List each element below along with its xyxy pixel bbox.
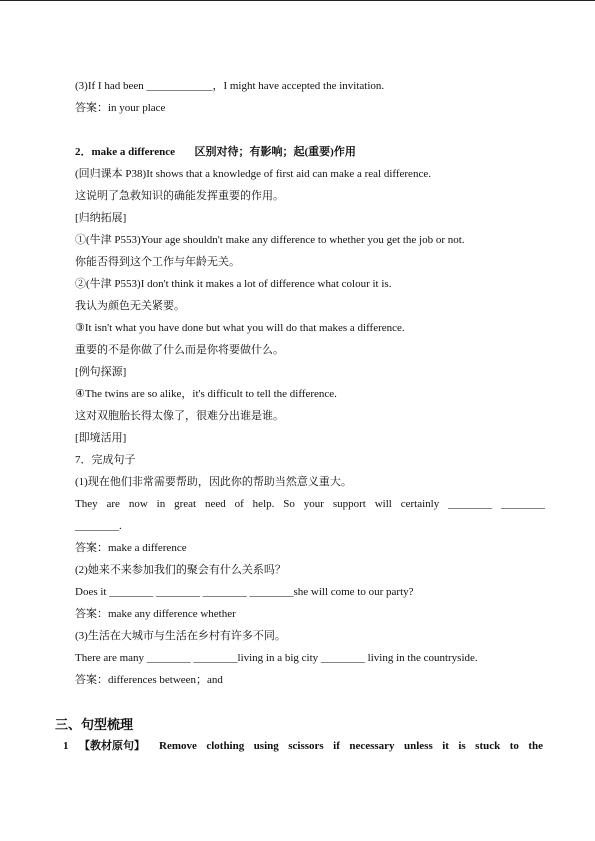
translation-line: 这对双胞胎长得太像了，很难分出谁是谁。 bbox=[75, 410, 284, 422]
exercise-line: They are now in great need of help. So your support will certainly ________ ________ bbox=[75, 498, 545, 510]
exercise-prompt: (2)她来不来参加我们的聚会有什么关系吗？ bbox=[75, 564, 286, 576]
translation-line: 这说明了急救知识的确能发挥重要的作用。 bbox=[75, 190, 284, 202]
answer-line: 答案：make a difference bbox=[75, 542, 187, 554]
textbook-original-item bbox=[63, 739, 543, 753]
translation-line: 我认为颜色无关紧要。 bbox=[75, 300, 185, 312]
exercise-prompt: (3)生活在大城市与生活在乡村有许多不同。 bbox=[75, 630, 286, 642]
example-sentence: ③It isn't what you have done but what you will do that makes a difference. bbox=[75, 322, 405, 334]
textbook-sentence: (回归课本 P38)It shows that a knowledge of first aid can make a real difference. bbox=[75, 168, 431, 180]
answer-line: 答案：differences between；and bbox=[75, 674, 223, 686]
phrase-number: 2．make a difference bbox=[75, 146, 175, 158]
exercise-line: (3)If I had been ____________，I might have accepted the invitation. bbox=[75, 80, 385, 92]
example-sentence: ②(牛津 P553)I don't think it makes a lot of difference what colour it is. bbox=[75, 278, 392, 290]
phrase-heading bbox=[75, 145, 545, 159]
item-number: 1 bbox=[63, 740, 69, 752]
item-tag: 【教材原句】 bbox=[79, 740, 145, 752]
exercise-line: ________. bbox=[75, 520, 122, 532]
section-title: 三、句型梳理 bbox=[55, 718, 134, 733]
section-label: [即境活用] bbox=[75, 432, 127, 444]
answer-line: 答案：in your place bbox=[75, 102, 166, 114]
phrase-definition: 区别对待；有影响；起(重要)作用 bbox=[194, 146, 356, 158]
exercise-line: There are many ________ ________living in a big city ________ living in the countryside. bbox=[75, 652, 478, 664]
answer-line: 答案：make any difference whether bbox=[75, 608, 236, 620]
example-sentence: ①(牛津 P553)Your age shouldn't make any difference to whether you get the job or not. bbox=[75, 234, 465, 246]
exercise-line: Does it ________ ________ ________ ________she will come to our party? bbox=[75, 586, 414, 598]
translation-line: 重要的不是你做了什么而是你将要做什么。 bbox=[75, 344, 284, 356]
exercise-prompt: (1)现在他们非常需要帮助，因此你的帮助当然意义重大。 bbox=[75, 476, 352, 488]
example-sentence: ④The twins are so alike，it's difficult to tell the difference. bbox=[75, 388, 337, 400]
section-label: [例句探源] bbox=[75, 366, 127, 378]
exercise-heading: 7．完成句子 bbox=[75, 454, 136, 466]
page-top-rule bbox=[0, 0, 595, 1]
translation-line: 你能否得到这个工作与年龄无关。 bbox=[75, 256, 240, 268]
section-label: [归纳拓展] bbox=[75, 212, 127, 224]
item-text: Remove clothing using scissors if necessary unless it is stuck to the bbox=[159, 740, 543, 752]
